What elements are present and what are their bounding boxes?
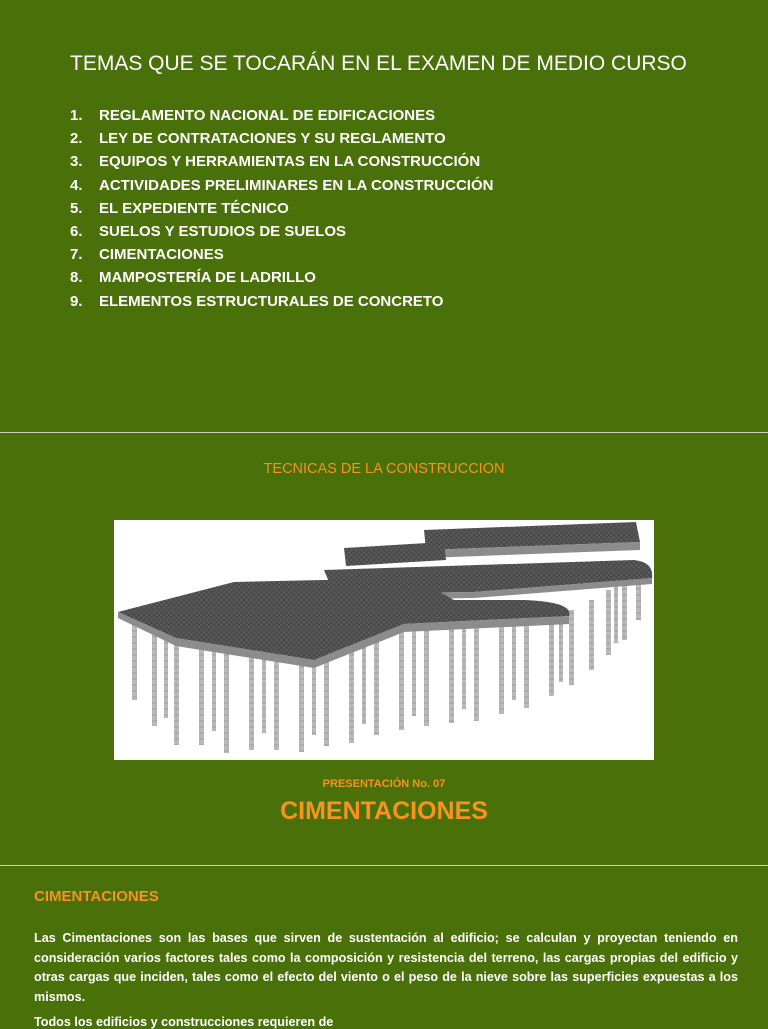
list-item (70, 174, 493, 197)
item-text: ELEMENTOS ESTRUCTURALES DE CONCRETO (99, 292, 444, 310)
item-text: EL EXPEDIENTE TÉCNICO (99, 199, 289, 217)
item-number: 4. (70, 176, 83, 194)
item-number: 7. (70, 246, 83, 264)
list-item (70, 290, 493, 313)
presentation-title: CIMENTACIONES (280, 797, 488, 825)
item-number: 1. (70, 107, 83, 124)
list-item (70, 150, 493, 173)
item-number: 5. (70, 199, 83, 217)
slide-topics (0, 0, 768, 432)
list-item (70, 220, 493, 243)
course-title: TECNICAS DE LA CONSTRUCCION (263, 461, 505, 477)
presentation-number: PRESENTACIÓN No. 07 (322, 778, 446, 790)
list-item (70, 197, 493, 220)
list-item (70, 243, 493, 266)
item-text: MAMPOSTERÍA DE LADRILLO (99, 269, 316, 287)
item-number: 3. (70, 153, 83, 171)
list-item (70, 104, 493, 127)
item-number: 9. (70, 292, 83, 310)
item-text: CIMENTACIONES (99, 246, 224, 264)
section-heading: CIMENTACIONES (34, 888, 159, 905)
item-number: 6. (70, 222, 83, 240)
topic-list (70, 104, 493, 313)
item-text: REGLAMENTO NACIONAL DE EDIFICACIONES (99, 107, 436, 124)
cut-off-line: Todos los edificios y construcciones requieren de (34, 1015, 334, 1029)
item-number: 8. (70, 269, 83, 287)
foundation-model-image (114, 520, 654, 760)
slide-content (0, 866, 768, 1029)
item-text: ACTIVIDADES PRELIMINARES EN LA CONSTRUCCIÓN (99, 176, 494, 194)
item-text: LEY DE CONTRATACIONES Y SU REGLAMENTO (99, 130, 446, 148)
item-text: SUELOS Y ESTUDIOS DE SUELOS (99, 222, 347, 240)
slide-title: TEMAS QUE SE TOCARÁN EN EL EXAMEN DE MEDIO CURSO (70, 52, 687, 75)
list-item (70, 127, 493, 150)
item-number: 2. (70, 130, 83, 148)
slide-cover (0, 433, 768, 865)
item-text: EQUIPOS Y HERRAMIENTAS EN LA CONSTRUCCIÓN (99, 153, 481, 171)
list-item (70, 266, 493, 289)
section-paragraph: Las Cimentaciones son las bases que sirven de sustentación al edificio; se calculan y proyectan teniendo en consideración varios factores tales como la composición y resistencia del terreno, las cargas propias del edificio y otras cargas que inciden, tales como el efecto del viento o el peso de la nieve sobre las superficies expuestas a los mismos. (34, 931, 738, 1004)
